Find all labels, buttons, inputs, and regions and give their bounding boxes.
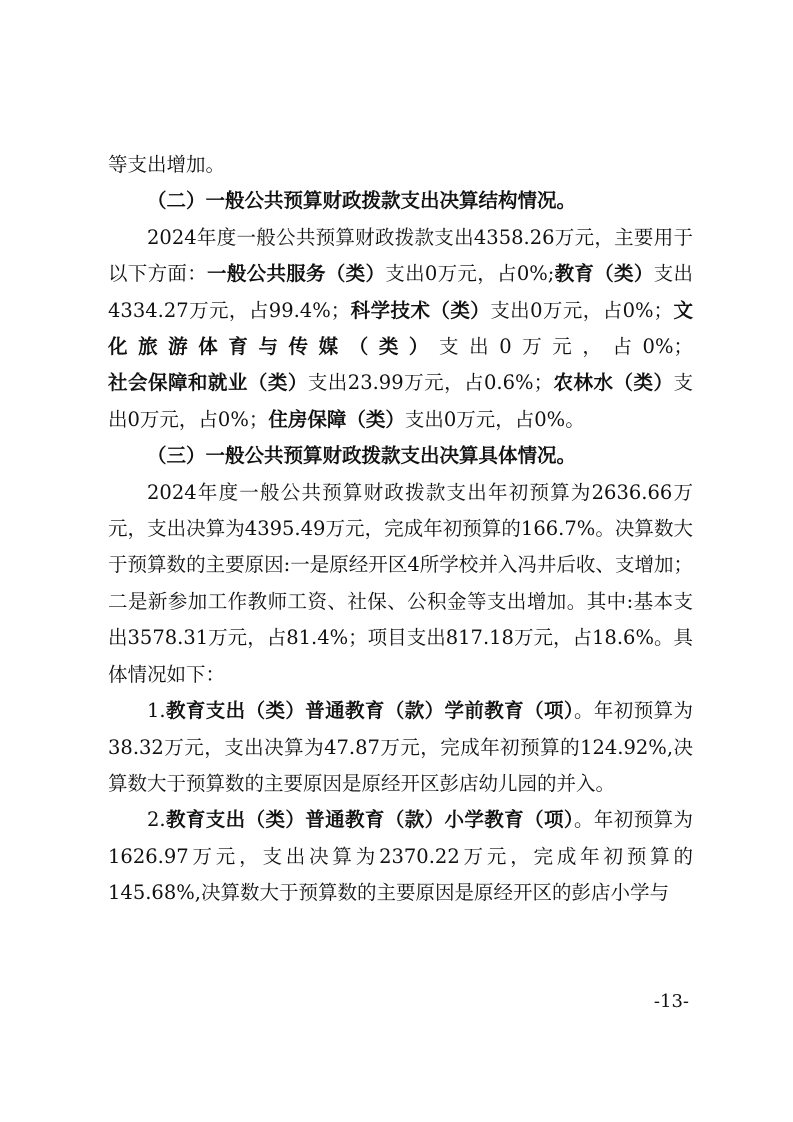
- category-label: 文化旅游体育与传媒（类）: [108, 298, 693, 359]
- page-number: -13-: [653, 991, 689, 1012]
- category-label: 一般公共服务（类）: [207, 262, 386, 286]
- category-text: 支出0万元，占0%；: [490, 298, 674, 322]
- paragraph-intro: 2024年度一般公共预算财政拨款支出4358.26万元，主要用于以下方面：: [108, 225, 693, 286]
- category-label: 社会保障和就业（类）: [108, 371, 308, 395]
- item-text: 。年初预算为1626.97万元，支出决算为2370.22万元，完成年初预算的145.68%,决算数大于预算数的主要原因是原经开区的彭店小学与: [108, 808, 693, 905]
- category-label: 科学技术（类）: [350, 298, 491, 322]
- section-heading-2: （二）一般公共预算财政拨款支出决算结构情况。: [147, 189, 577, 213]
- category-text: 支出4334.27万元，占99.4%；: [108, 262, 693, 322]
- item-title: 教育支出（类）普通教育（款）学前教育（项）: [165, 699, 575, 723]
- item-text: 。年初预算为38.32万元，支出决算为47.87万元，完成年初预算的124.92%,决算数大于预算数的主要原因是原经开区彭店幼儿园的并入。: [108, 699, 693, 795]
- item-number: 2.: [147, 808, 166, 832]
- item-number: 1.: [147, 699, 166, 723]
- category-text: 支出0万元，占0%；: [108, 371, 693, 431]
- category-label: 农林水（类）: [553, 371, 674, 395]
- category-text: 支出0万元，占0%。: [404, 407, 585, 431]
- category-text: 支出23.99万元，占0.6%；: [307, 371, 554, 395]
- category-label: 教育（类）: [554, 262, 654, 286]
- item-title: 教育支出（类）普通教育（款）小学教育（项）: [165, 808, 575, 832]
- section-heading-3: （三）一般公共预算财政拨款支出决算具体情况。: [147, 444, 577, 468]
- paragraph-structure: [108, 220, 693, 438]
- paragraph-continuation: [108, 147, 693, 183]
- category-text: 支出0万元，占0%;: [385, 262, 555, 286]
- category-text: 支出0万元，占0%；: [439, 335, 693, 359]
- category-label: 住房保障（类）: [268, 407, 405, 431]
- paragraph-details: 2024年度一般公共预算财政拨款支出年初预算为2636.66万元，支出决算为4395.49万元，完成年初预算的166.7%。决算数大于预算数的主要原因:一是原经开区4所学校并入冯井后收、支增加；二是新参加工作教师工资、社保、公积金等支出增加。其中:基本支出3578.31万元，占81.4%；项目支出817.18万元，占18.6%。具体情况如下：: [108, 480, 693, 686]
- paragraph-text: 等支出增加。: [108, 153, 226, 176]
- list-item-primary: [108, 802, 693, 911]
- body-text: [108, 147, 693, 912]
- list-item-preschool: [108, 693, 693, 802]
